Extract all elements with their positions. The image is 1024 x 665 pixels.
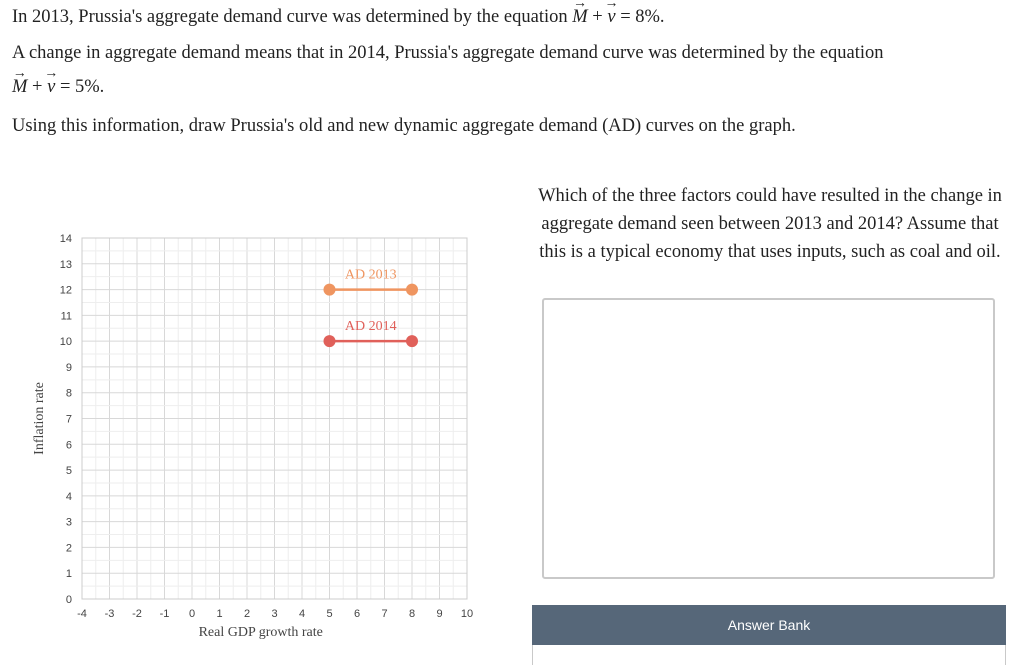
equation-2013 (572, 7, 664, 27)
y-tick-label: 14 (59, 233, 72, 245)
x-tick-label: 0 (188, 608, 196, 620)
ad-chart[interactable] (0, 220, 500, 650)
vector-m: → M (12, 76, 27, 98)
vector-v: → v (607, 6, 615, 28)
equation-value: = 5%. (55, 77, 105, 97)
x-tick-label: 1 (216, 608, 223, 620)
y-tick-label: 11 (60, 310, 72, 323)
x-axis-label: Real GDP growth rate (198, 625, 323, 640)
x-tick-label: 8 (408, 608, 416, 620)
prompt-line-4: Using this information, draw Prussia's old and new dynamic aggregate demand (AD) curves on the graph. (12, 116, 796, 136)
equation-value: = 8%. (615, 7, 665, 27)
x-tick-label: 9 (436, 608, 443, 620)
x-tick-label: 5 (326, 608, 333, 620)
y-tick-label: 1 (65, 568, 72, 581)
ad-curve-label: AD 2013 (344, 267, 397, 283)
ad-curve-handle[interactable] (324, 284, 336, 296)
y-axis-label: Inflation rate (32, 382, 47, 455)
answer-bank-header: Answer Bank (532, 605, 1006, 645)
x-tick-label: -4 (77, 608, 87, 620)
prompt-line-2: A change in aggregate demand means that in 2014, Prussia's aggregate demand curve was determined by the equation (12, 43, 884, 63)
vector-m: → M (572, 6, 587, 28)
answer-bank-body[interactable] (532, 645, 1006, 665)
x-tick-label: 2 (243, 608, 251, 620)
vector-v: → v (47, 76, 55, 98)
x-tick-label: -3 (104, 608, 115, 620)
ad-curve-handle[interactable] (324, 335, 336, 347)
ad-curve-handle[interactable] (406, 284, 418, 296)
y-tick-label: 3 (65, 516, 72, 529)
y-tick-label: 9 (65, 361, 72, 374)
y-tick-label: 12 (59, 284, 72, 297)
y-tick-label: 13 (59, 258, 72, 271)
x-tick-label: 4 (298, 608, 306, 620)
plus-sign: + (27, 77, 48, 97)
prompt-text-2013: In 2013, Prussia's aggregate demand curve was determined by the equation (12, 7, 573, 27)
y-tick-label: 5 (65, 465, 72, 478)
x-tick-label: 3 (271, 608, 278, 620)
y-tick-label: 10 (59, 336, 72, 349)
y-tick-label: 7 (65, 413, 72, 426)
ad-curve-handle[interactable] (406, 335, 418, 347)
x-tick-label: -2 (132, 608, 142, 620)
x-tick-label: 6 (353, 608, 361, 620)
y-tick-label: 4 (65, 490, 72, 503)
y-tick-label: 2 (65, 542, 72, 555)
prompt-line-1 (12, 6, 665, 28)
y-tick-label: 0 (65, 594, 72, 606)
ad-curve-label: AD 2014 (344, 319, 397, 335)
equation-2014 (12, 76, 104, 98)
plus-sign: + (587, 7, 608, 27)
x-tick-label: -1 (159, 608, 170, 620)
answer-drop-box[interactable] (542, 298, 995, 579)
question-text: Which of the three factors could have resulted in the change in aggregate demand seen between 2013 and 2014? Assume that this is a typical economy that uses inputs, such as coal and oil. (538, 186, 1002, 262)
x-tick-label: 10 (460, 608, 474, 620)
y-tick-label: 6 (65, 439, 72, 452)
y-tick-label: 8 (65, 387, 72, 400)
x-tick-label: 7 (381, 608, 388, 620)
